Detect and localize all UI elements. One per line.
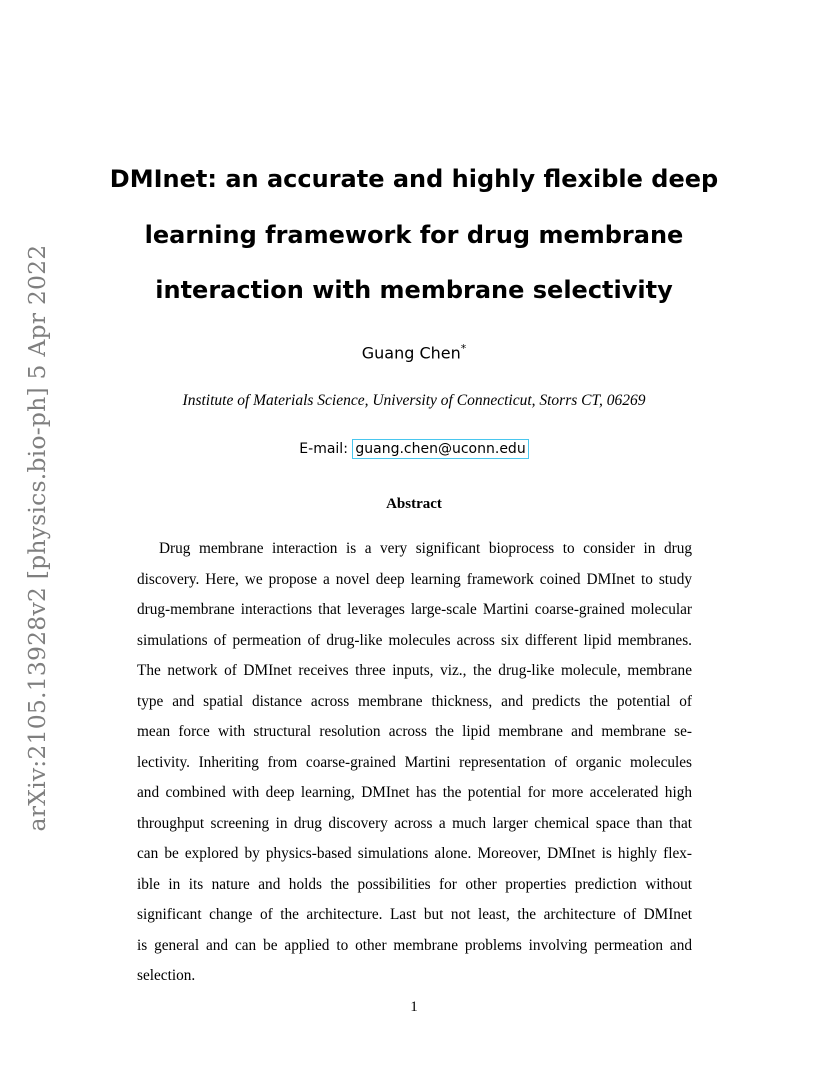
- abstract-line: discovery. Here, we propose a novel deep learning framework coined DMInet to study: [137, 570, 692, 588]
- title-line: learning framework for drug membrane: [144, 220, 684, 249]
- abstract-line: ible in its nature and holds the possibilities for other properties prediction without: [137, 875, 692, 893]
- title-line: interaction with membrane selectivity: [155, 276, 673, 304]
- title-line: DMInet: an accurate and highly flexible deep: [109, 165, 719, 193]
- email-line: [0, 441, 828, 457]
- author: [0, 342, 828, 362]
- abstract-line: selection.: [137, 967, 196, 984]
- author-name: Guang Chen: [361, 343, 461, 363]
- author-footnote-mark: *: [460, 342, 467, 355]
- email-link[interactable]: guang.chen@uconn.edu: [352, 439, 528, 459]
- abstract-line: can be explored by physics-based simulations alone. Moreover, DMInet is highly flex-: [137, 845, 692, 862]
- paper-title: [100, 152, 728, 319]
- abstract-line: significant change of the architecture. Last but not least, the architecture of DMInet: [137, 906, 692, 923]
- abstract-line: drug-membrane interactions that leverages large-scale Martini coarse-grained molecular: [137, 601, 692, 618]
- abstract-line: lectivity. Inheriting from coarse-grained Martini representation of organic molecules: [137, 753, 692, 771]
- abstract-line: simulations of permeation of drug-like molecules across six different lipid membranes.: [137, 631, 692, 649]
- abstract-body: [137, 534, 692, 992]
- abstract-line: type and spatial distance across membrane thickness, and predicts the potential of: [137, 692, 692, 710]
- abstract-line: and combined with deep learning, DMInet has the potential for more accelerated high: [137, 784, 692, 801]
- abstract-line: The network of DMInet receives three inputs, viz., the drug-like molecule, membrane: [137, 662, 692, 679]
- abstract-line: Drug membrane interaction is a very significant bioprocess to consider in drug: [159, 540, 692, 557]
- abstract-line: is general and can be applied to other membrane problems involving permeation and: [137, 936, 692, 954]
- author-affiliation: Institute of Materials Science, University of Connecticut, Storrs CT, 06269: [182, 392, 646, 409]
- page-number: 1: [410, 999, 418, 1015]
- abstract-heading: Abstract: [386, 496, 442, 512]
- abstract-line: throughput screening in drug discovery across a much larger chemical space than that: [137, 814, 692, 832]
- abstract-line: mean force with structural resolution across the lipid membrane and membrane se-: [137, 723, 692, 740]
- email-label: E-mail:: [299, 441, 348, 457]
- arxiv-identifier-stamp: arXiv:2105.13928v2 [physics.bio-ph] 5 Apr 2022: [23, 244, 51, 832]
